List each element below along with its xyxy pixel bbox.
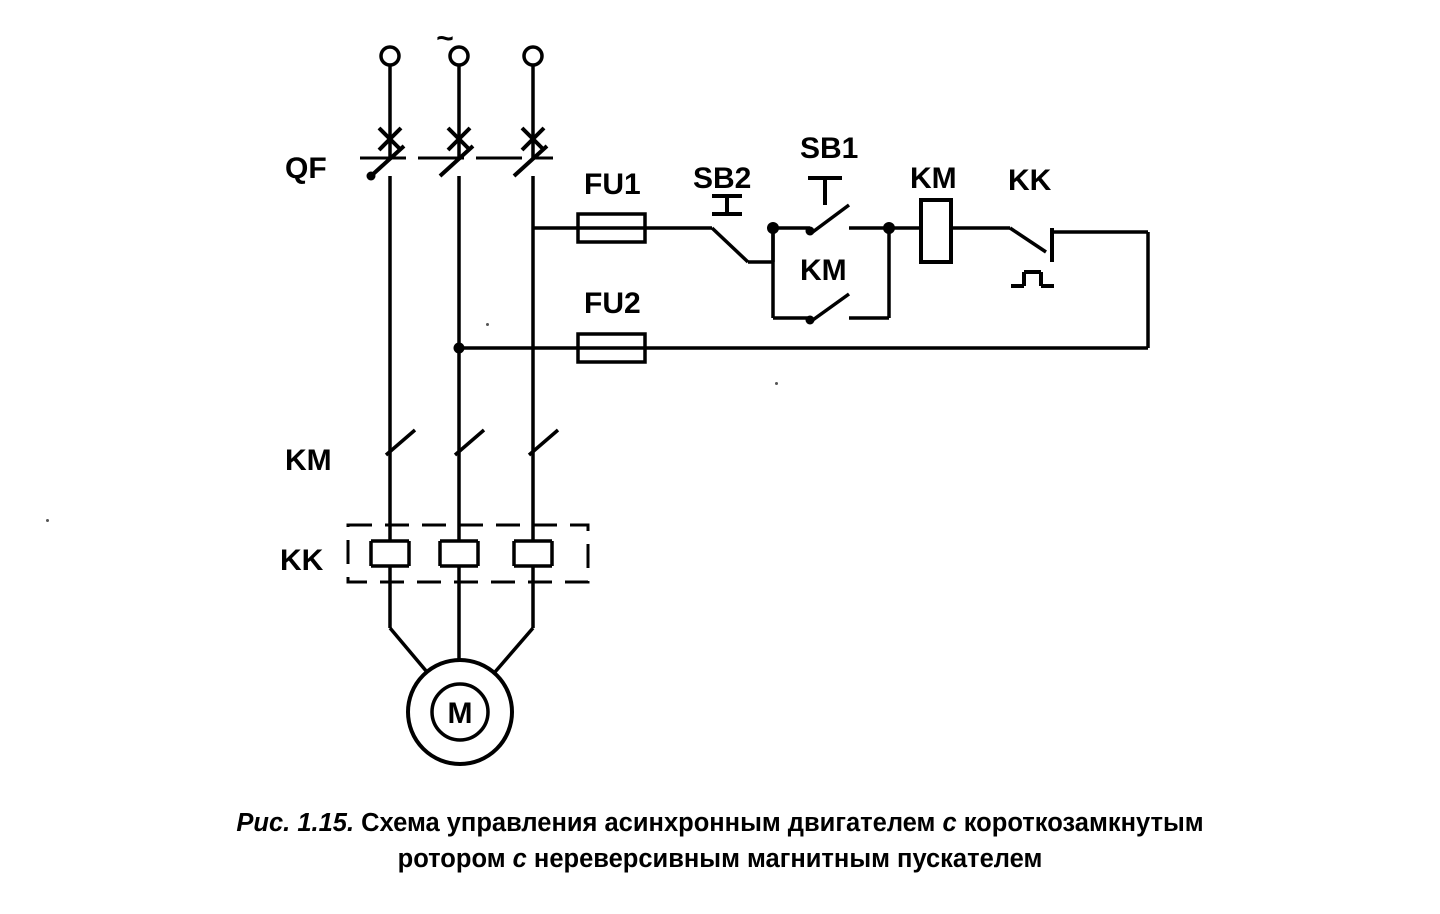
push-button-sb1[interactable] xyxy=(773,178,889,236)
supply-lines xyxy=(390,65,533,160)
qf-blade-l1 xyxy=(371,146,404,176)
figure-number: Рис. 1.15. xyxy=(236,809,355,837)
kk-heater-l3 xyxy=(514,541,552,566)
scan-speck-2 xyxy=(486,323,489,326)
km-coil-label: KM xyxy=(910,162,957,195)
km-main-label: KM xyxy=(285,444,332,477)
caption-text-1: Схема управления асинхронным двигателем xyxy=(354,809,943,837)
motor-label: M xyxy=(447,697,473,730)
fuse-fu2 xyxy=(578,334,645,362)
push-button-sb2[interactable] xyxy=(712,196,773,262)
terminal-l1 xyxy=(381,47,399,65)
scan-speck-3 xyxy=(775,382,778,385)
thermal-relay-kk xyxy=(348,525,588,628)
fu1-label: FU1 xyxy=(584,168,641,201)
coil-body xyxy=(921,200,951,262)
figure-caption xyxy=(90,805,1350,877)
km-aux-blade xyxy=(810,294,849,322)
qf-pivot-l1 xyxy=(367,172,376,181)
caption-text-2b: нереверсивным магнитным пускателем xyxy=(526,845,1043,874)
scan-speck-1 xyxy=(46,519,49,522)
sb1-pivot xyxy=(806,227,815,236)
km-aux-label: KM xyxy=(800,254,847,287)
fu2-label: FU2 xyxy=(584,287,641,320)
qf-label: QF xyxy=(285,152,327,185)
sb1-label: SB1 xyxy=(800,132,859,165)
qf-blade-l2 xyxy=(440,146,473,176)
contactor-coil-km xyxy=(889,200,1010,262)
sb2-blade xyxy=(712,228,748,262)
caption-text-1b: короткозамкнутым xyxy=(956,809,1204,837)
induction-motor xyxy=(408,660,512,764)
kk-contact-label: KK xyxy=(1008,164,1052,197)
motor-lead-l1 xyxy=(390,628,427,672)
kk-heater-l1 xyxy=(371,541,409,566)
main-circuit-lines xyxy=(390,176,533,455)
sb2-label: SB2 xyxy=(693,162,752,195)
caption-em-1: с xyxy=(942,809,957,837)
supply-terminals xyxy=(381,47,542,65)
terminal-l3 xyxy=(524,47,542,65)
motor-lead-l3 xyxy=(495,628,533,672)
sb1-blade xyxy=(810,205,849,234)
km-aux-pivot xyxy=(806,316,815,325)
caption-em-2: с xyxy=(512,845,527,874)
contact-kk[interactable] xyxy=(1010,228,1148,348)
kk-heater-l2 xyxy=(440,541,478,566)
fuse-fu1 xyxy=(578,214,645,242)
ac-symbol-label: ~ xyxy=(436,22,454,55)
kk-blade xyxy=(1010,228,1046,252)
caption-text-2a: ротором xyxy=(397,845,513,874)
kk-relay-label: KK xyxy=(280,544,324,577)
qf-blade-l3 xyxy=(514,146,547,176)
